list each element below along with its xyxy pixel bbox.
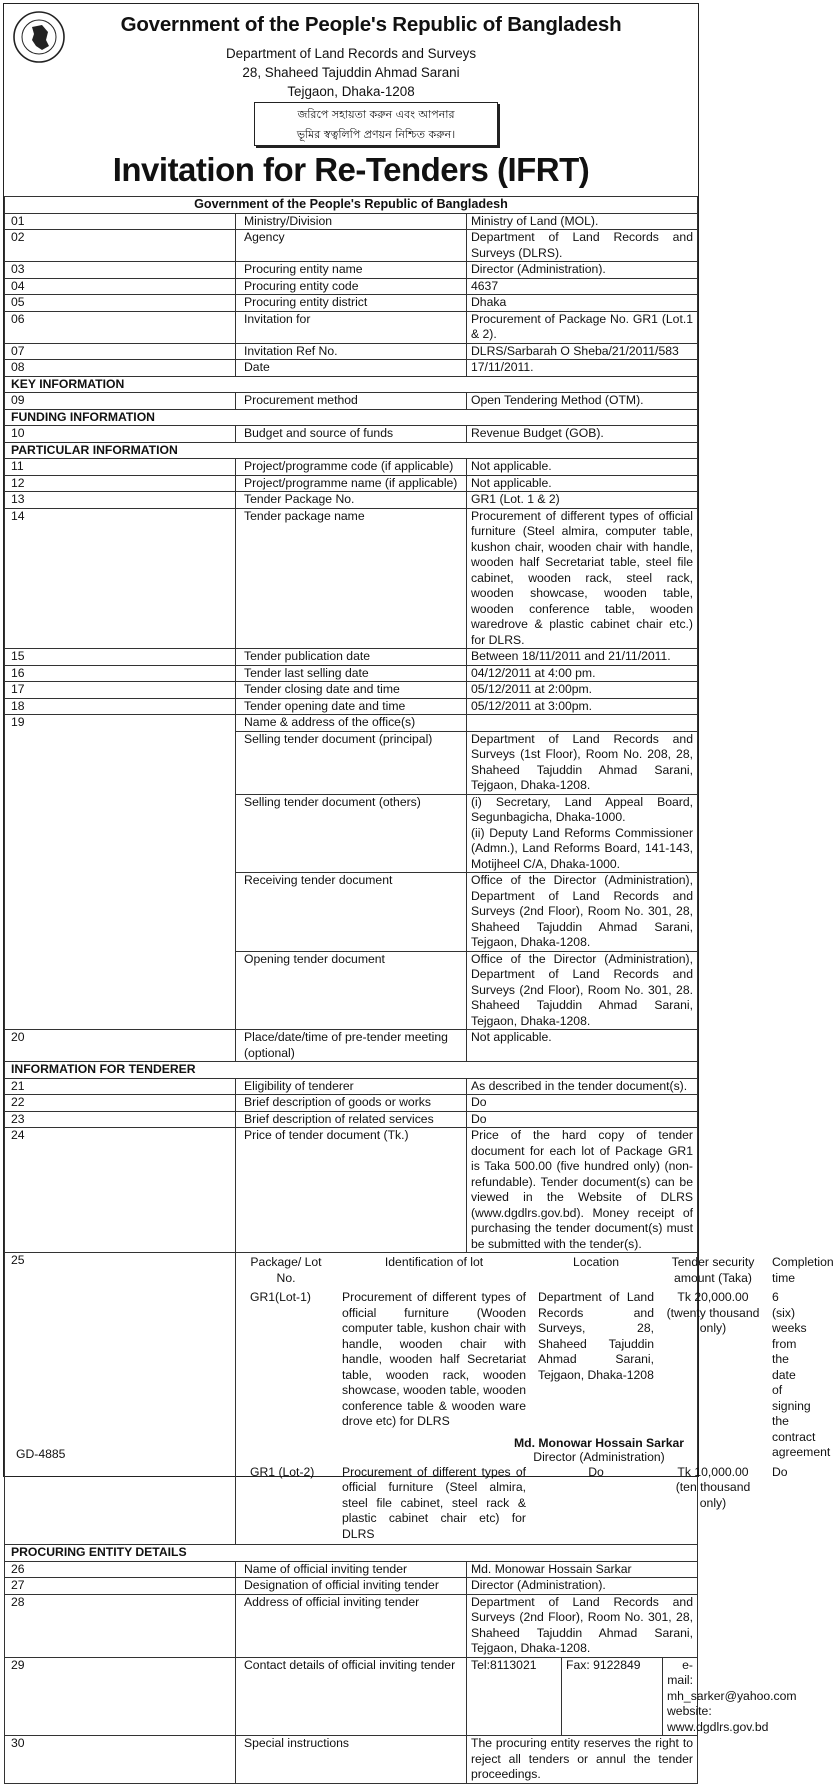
row-value: Ministry of Land (MOL). xyxy=(467,213,698,230)
row-number: 01 xyxy=(5,213,236,230)
table-row xyxy=(5,665,698,682)
row-label: Project/programme code (if applicable) xyxy=(236,459,467,476)
office-label: Selling tender document (others) xyxy=(236,794,467,873)
row-value: Not applicable. xyxy=(467,1030,698,1062)
table-row xyxy=(5,1078,698,1095)
row-label: Procuring entity name xyxy=(236,262,467,279)
row-number: 04 xyxy=(5,278,236,295)
lot-security: Tk 20,000.00 (twenty thousand only) xyxy=(666,1290,760,1335)
section-row xyxy=(5,1062,698,1079)
table-row xyxy=(5,262,698,279)
office-address: Office of the Director (Administration), Department of Land Records and Surveys (2nd Floor), Room No. 301, 28, Shaheed Tajuddin Ahmad Sarani, Tejgaon, Dhaka-1208. xyxy=(471,873,693,949)
row-value: Not applicable. xyxy=(467,459,698,476)
tender-notice xyxy=(3,3,834,1781)
row-label: Price of tender document (Tk.) xyxy=(236,1128,467,1253)
slogan-line2: ভূমির স্বত্বলিপি প্রণয়ন নিশ্চিত করুন। xyxy=(296,128,456,141)
row-label: Procurement method xyxy=(236,393,467,410)
lot-number: GR1(Lot-1) xyxy=(250,1290,311,1304)
table-row xyxy=(5,715,698,732)
signer-name: Md. Monowar Hossain Sarkar xyxy=(514,1436,684,1450)
office-address: (i) Secretary, Land Appeal Board, Segunbagicha, Dhaka-1000. xyxy=(471,794,693,824)
table-row xyxy=(5,230,698,262)
contact-tel: Tel:8113021 xyxy=(467,1658,562,1736)
table-subtitle: Government of the People's Republic of Bangladesh xyxy=(5,197,698,214)
row-number: 20 xyxy=(5,1030,236,1062)
lot-identification: Procurement of different types of official furniture (Wooden computer table, kushon chair with handle, wooden chair with handle, wooden half Secretariat table, wooden rack, wooden showcase, wooden table, wooden conference table & wooden ware drove etc) for DLRS xyxy=(342,1290,526,1428)
row-label: Agency xyxy=(236,230,467,262)
table-row xyxy=(5,311,698,343)
row-value: Do xyxy=(467,1111,698,1128)
row-number: 10 xyxy=(5,426,236,443)
table-row xyxy=(5,213,698,230)
table-row xyxy=(5,1594,698,1657)
section-row xyxy=(5,1545,698,1562)
section-row xyxy=(5,376,698,393)
table-row xyxy=(5,360,698,377)
table-row xyxy=(5,1111,698,1128)
row-label: Tender last selling date xyxy=(236,665,467,682)
row-label: Eligibility of tenderer xyxy=(236,1078,467,1095)
row-label: Invitation Ref No. xyxy=(236,343,467,360)
row-number: 21 xyxy=(5,1078,236,1095)
row-label: Designation of official inviting tender xyxy=(236,1578,467,1595)
table-row xyxy=(5,459,698,476)
row-value: Department of Land Records and Surveys (2nd Floor), Room No. 301, 28, Shaheed Tajuddin Ahmad Sarani, Tejgaon, Dhaka-1208. xyxy=(467,1594,698,1657)
section-heading: FUNDING INFORMATION xyxy=(5,409,698,426)
office-address: Office of the Director (Administration), Department of Land Records and Surveys (2nd Floor), Room No. 301, 28. Shaheed Tajuddin Ahmad Sarani, Tejgaon, Dhaka-1208. xyxy=(471,951,693,1028)
row-value xyxy=(467,715,698,732)
contact-website: website: www.dgdlrs.gov.bd xyxy=(667,1704,769,1734)
row-value: Do xyxy=(467,1095,698,1112)
row-label: Address of official inviting tender xyxy=(236,1594,467,1657)
table-row xyxy=(5,295,698,312)
lot-table xyxy=(236,1253,834,1544)
row-value: 04/12/2011 at 4:00 pm. xyxy=(467,665,698,682)
table-row xyxy=(5,1095,698,1112)
government-name: Government of the People's Republic of Bangladesh xyxy=(120,13,622,36)
notice-header xyxy=(4,4,698,196)
office-label: Receiving tender document xyxy=(236,873,467,952)
table-row xyxy=(5,393,698,410)
contact-table xyxy=(467,1657,797,1736)
row-number: 12 xyxy=(5,475,236,492)
table-row xyxy=(5,343,698,360)
row-value: 4637 xyxy=(467,278,698,295)
contact-details xyxy=(467,1657,797,1736)
table-row xyxy=(5,426,698,443)
table-row xyxy=(5,278,698,295)
row-number: 26 xyxy=(5,1561,236,1578)
section-row xyxy=(5,442,698,459)
row-value: Not applicable. xyxy=(467,475,698,492)
signature-block xyxy=(4,1428,698,1476)
row-label: Name & address of the office(s) xyxy=(236,715,467,732)
row-label: Special instructions xyxy=(236,1736,467,1784)
row-number: 23 xyxy=(5,1111,236,1128)
row-label: Date xyxy=(236,360,467,377)
table-row xyxy=(5,1030,698,1062)
row-number: 30 xyxy=(5,1736,236,1784)
row-label: Procuring entity district xyxy=(236,295,467,312)
table-row xyxy=(5,1736,698,1784)
row-number: 05 xyxy=(5,295,236,312)
lot-identification: Procurement of different types of official furniture (Steel almira, steel file cabinet, steel rack & plastic cabinet chair etc) for DLRS xyxy=(342,1464,526,1541)
row-label: Tender opening date and time xyxy=(236,698,467,715)
contact-fax: Fax: 9122849 xyxy=(562,1658,663,1736)
row-label: Invitation for xyxy=(236,311,467,343)
row-number: 29 xyxy=(5,1657,236,1736)
row-label: Tender publication date xyxy=(236,649,467,666)
row-number: 06 xyxy=(5,311,236,343)
row-number: 03 xyxy=(5,262,236,279)
office-address: Department of Land Records and Surveys (1st Floor), Room No. 208, 28, Shaheed Tajuddin Ahmad Sarani, Tejgaon, Dhaka-1208. xyxy=(471,731,693,792)
row-value: GR1 (Lot. 1 & 2) xyxy=(467,492,698,509)
row-value: Revenue Budget (GOB). xyxy=(467,426,698,443)
row-number: 28 xyxy=(5,1594,236,1657)
row-value: Between 18/11/2011 and 21/11/2011. xyxy=(467,649,698,666)
slogan-line1: জরিপে সহায়তা করুন এবং আপনার xyxy=(297,108,455,121)
row-number: 24 xyxy=(5,1128,236,1253)
lot-column-header: Tender security amount (Taka) xyxy=(671,1255,755,1285)
row-number: 07 xyxy=(5,343,236,360)
row-value: Price of the hard copy of tender document for each lot of Package GR1 is Taka 500.00 (five hundred only) (non-refundable). Tender document(s) can be viewed in the Website of DLRS (www.dgdlrs.gov.bd). Money receipt of purchasing the tender document(s) must be submitted with the tender(s). xyxy=(467,1128,698,1253)
row-label: Contact details of official inviting tender xyxy=(236,1657,467,1736)
table-row xyxy=(5,1561,698,1578)
contact-web xyxy=(663,1657,797,1736)
contact-row xyxy=(467,1658,697,1736)
department-address-line2: Tejgaon, Dhaka-1208 xyxy=(287,84,415,99)
row-number: 13 xyxy=(5,492,236,509)
row-value: Md. Monowar Hossain Sarkar xyxy=(467,1561,698,1578)
row-value: Procurement of different types of official furniture (Steel almira, computer table, kushon chair, wooden chair with handle, wooden half Secretariat table, steel file cabinet, wooden rack, steel rack, wooden showcase, wooden table, wooden conference table, wooden waredrove & plastic cabinet chair etc.) for DLRS. xyxy=(467,508,698,649)
office-label: Selling tender document (principal) xyxy=(236,731,467,794)
row-number: 17 xyxy=(5,682,236,699)
office-value xyxy=(467,951,698,1030)
office-address-2: (ii) Deputy Land Reforms Commissioner (Admn.), Land Reforms Board, 141-143, Motijheel C/A, Dhaka-1000. xyxy=(471,825,693,871)
row-label: Budget and source of funds xyxy=(236,426,467,443)
lot-column-header: Location xyxy=(572,1255,620,1269)
table-row xyxy=(5,682,698,699)
row-number: 22 xyxy=(5,1095,236,1112)
row-number: 09 xyxy=(5,393,236,410)
section-heading: PROCURING ENTITY DETAILS xyxy=(5,1545,698,1562)
row-value: Department of Land Records and Surveys (DLRS). xyxy=(467,230,698,262)
office-label: Opening tender document xyxy=(236,951,467,1030)
row-value: Director (Administration). xyxy=(467,1578,698,1595)
row-label: Procuring entity code xyxy=(236,278,467,295)
lot-row: GR1(Lot-1) Procurement of different types of official furniture (Wooden computer table, kushon chair with handle, wooden chair with handle, wooden half Secretariat table, wooden rack, wooden showcase, wooden table, wooden conference table & wooden ware drove etc) for DLRS Department of Land Records and Surveys, 28, Shaheed Tajuddin Ahmad Sarani, Tejgaon, Dhaka-1208 Tk 20,000.00 (twenty thousand only) 6 (six) weeks from the date of signing the contract agreement xyxy=(236,1288,766,1463)
signer xyxy=(514,1436,684,1464)
row-value: 17/11/2011. xyxy=(467,360,698,377)
lot-table-cell xyxy=(236,1253,834,1545)
row-label: Name of official inviting tender xyxy=(236,1561,467,1578)
contact-email: e-mail: mh_sarker@yahoo.com xyxy=(667,1657,797,1703)
row-value: Open Tendering Method (OTM). xyxy=(467,393,698,410)
row-number: 16 xyxy=(5,665,236,682)
row-number: 08 xyxy=(5,360,236,377)
row-label: Tender Package No. xyxy=(236,492,467,509)
office-value xyxy=(467,794,698,873)
row-value: Procurement of Package No. GR1 (Lot.1 & 2). xyxy=(467,311,698,343)
table-row xyxy=(5,508,698,649)
subtitle-row xyxy=(5,197,698,214)
row-value: Director (Administration). xyxy=(467,262,698,279)
lot-table-row xyxy=(5,1253,698,1545)
lot-security: Tk 10,000.00 (ten thousand only) xyxy=(675,1464,751,1510)
row-value: As described in the tender document(s). xyxy=(467,1078,698,1095)
row-label: Project/programme name (if applicable) xyxy=(236,475,467,492)
bangla-slogan-box xyxy=(254,102,498,146)
row-number: 25 xyxy=(5,1253,236,1545)
office-value xyxy=(467,873,698,952)
row-number: 27 xyxy=(5,1578,236,1595)
row-label: Place/date/time of pre-tender meeting (optional) xyxy=(236,1030,467,1062)
row-number: 15 xyxy=(5,649,236,666)
table-row xyxy=(5,649,698,666)
row-label: Tender package name xyxy=(236,508,467,649)
table-row xyxy=(5,1657,698,1736)
section-heading: PARTICULAR INFORMATION xyxy=(5,442,698,459)
department-name: Department of Land Records and Surveys xyxy=(225,46,477,61)
section-heading: INFORMATION FOR TENDERER xyxy=(5,1062,698,1079)
table-row xyxy=(5,475,698,492)
row-number: 18 xyxy=(5,698,236,715)
department-address-line1: 28, Shaheed Tajuddin Ahmad Sarani xyxy=(242,65,460,80)
row-number: 14 xyxy=(5,508,236,649)
lot-column-header: Identification of lot xyxy=(384,1255,484,1269)
lot-number: GR1 (Lot-2) xyxy=(250,1464,315,1479)
table-row xyxy=(5,1578,698,1595)
row-label: Brief description of related services xyxy=(236,1111,467,1128)
row-number: 19 xyxy=(5,715,236,1030)
row-value: Dhaka xyxy=(467,295,698,312)
lot-location: Department of Land Records and Surveys, 28, Shaheed Tajuddin Ahmad Sarani, Tejgaon, Dhaka-1208 xyxy=(538,1290,654,1382)
row-number: 11 xyxy=(5,459,236,476)
table-row xyxy=(5,492,698,509)
table-row xyxy=(5,1128,698,1253)
row-value: DLRS/Sarbarah O Sheba/21/2011/583 xyxy=(467,343,698,360)
row-value: 05/12/2011 at 3:00pm. xyxy=(467,698,698,715)
table-row xyxy=(5,698,698,715)
row-number: 02 xyxy=(5,230,236,262)
office-value xyxy=(467,731,698,794)
section-heading: KEY INFORMATION xyxy=(5,376,698,393)
lot-location: Do xyxy=(588,1464,604,1479)
notice-code: GD-4885 xyxy=(16,1447,66,1461)
row-value: The procuring entity reserves the right to reject all tenders or annul the tender proceedings. xyxy=(467,1736,698,1784)
lot-column-header: Package/ Lot No. xyxy=(250,1255,322,1285)
section-row xyxy=(5,409,698,426)
signer-designation: Director (Administration) xyxy=(533,1450,665,1464)
notice-title: Invitation for Re-Tenders (IFRT) xyxy=(112,151,590,188)
row-value: 05/12/2011 at 2:00pm. xyxy=(467,682,698,699)
row-label: Tender closing date and time xyxy=(236,682,467,699)
row-label: Brief description of goods or works xyxy=(236,1095,467,1112)
lot-table-header: Package/ Lot No. Identification of lot Location Tender security amount (Taka) Completion time xyxy=(236,1253,766,1288)
tender-table xyxy=(4,196,834,1784)
row-label: Ministry/Division xyxy=(236,213,467,230)
lot-row: GR1 (Lot-2) Procurement of different types of official furniture (Steel almira, steel file cabinet, steel rack & plastic cabinet chair etc) for DLRS Do Tk 10,000.00 (ten thousand only) Do xyxy=(236,1463,766,1545)
